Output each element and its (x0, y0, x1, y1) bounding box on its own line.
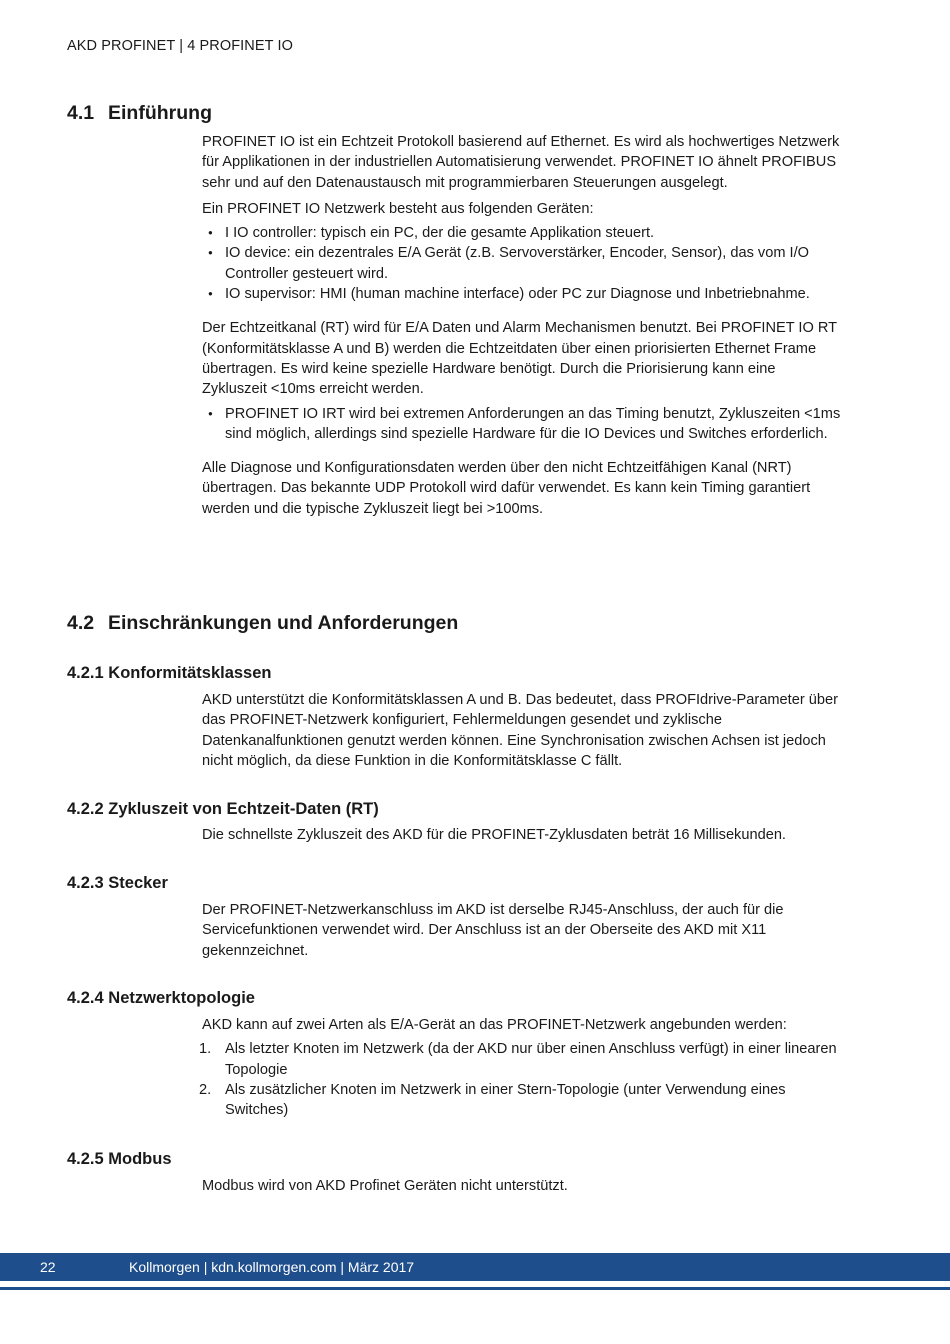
subsection-4-2-1-body (202, 690, 842, 771)
subsection-4-2-3-body (202, 900, 842, 961)
paragraph: Ein PROFINET IO Netzwerk besteht aus folgenden Geräten: (202, 200, 594, 217)
paragraph: PROFINET IO ist ein Echtzeit Protokoll basierend auf Ethernet. Es wird als hochwertiges Netzwerk für Applikationen in der industriellen Automatisierung verwendet. PROFINET IO ähnelt PROFIBUS sehr und auf den Datenaustausch mit programmierbaren Steuerungen ausgelegt. (202, 134, 840, 191)
subsection-4-2-5-body (202, 1176, 842, 1196)
paragraph: AKD kann auf zwei Arten als E/A-Gerät an das PROFINET-Netzwerk angebunden werden: (202, 1017, 787, 1033)
section-heading-4-1 (67, 102, 212, 125)
item-number: 1. (199, 1041, 212, 1058)
section-number: 4.1 (67, 102, 95, 124)
subsection-4-2-2-body (202, 825, 842, 845)
list-item: ● PROFINET IO IRT wird bei extremen Anforderungen an das Timing benutzt, Zykluszeiten <1ms sind möglich, allerdings sind spezielle Hardware für die IO Devices und Switches erforderlich. (202, 404, 842, 445)
list-item: ● I IO controller: typisch ein PC, der die gesamte Applikation steuert. (202, 223, 842, 243)
subsection-4-2-4-body (199, 1015, 842, 1120)
running-head: AKD PROFINET | 4 PROFINET IO (67, 38, 293, 54)
subsection-heading-4-2-5: 4.2.5 Modbus (67, 1150, 172, 1168)
item-text: Als letzter Knoten im Netzwerk (da der AKD nur über einen Anschluss verfügt) in einer linearen Topologie (225, 1041, 837, 1078)
item-number: 2. (199, 1081, 212, 1098)
footer-rule (0, 1287, 950, 1290)
section-4-1-body (202, 132, 842, 519)
irt-list (202, 404, 842, 445)
subsection-heading-4-2-4: 4.2.4 Netzwerktopologie (67, 989, 255, 1007)
paragraph: Alle Diagnose und Konfigurationsdaten werden über den nicht Echtzeitfähigen Kanal (NRT) übertragen. Das bekannte UDP Protokoll wird dafür verwendet. Es kann kein Timing garantiert werden und die typische Zykluszeit liegt bei >100ms. (202, 460, 811, 517)
subsection-heading-4-2-1: 4.2.1 Konformitätsklassen (67, 664, 272, 682)
device-list (202, 223, 842, 304)
paragraph: Modbus wird von AKD Profinet Geräten nicht unterstützt. (202, 1178, 568, 1194)
list-item: ● IO supervisor: HMI (human machine interface) oder PC zur Diagnose und Inbetriebnahme. (202, 284, 842, 304)
section-title: Einführung (108, 102, 212, 124)
item-text: Als zusätzlicher Knoten im Netzwerk in einer Stern-Topologie (unter Verwendung eines Switches) (225, 1081, 786, 1119)
list-item: ● IO device: ein dezentrales E/A Gerät (z.B. Servoverstärker, Encoder, Sensor), das vom I/O Controller gesteuert wird. (202, 243, 842, 284)
page-number: 22 (40, 1259, 56, 1275)
paragraph: Der Echtzeitkanal (RT) wird für E/A Daten und Alarm Mechanismen benutzt. Bei PROFINET IO RT (Konformitätsklasse A und B) werden die Echtzeitdaten über einen priorisierten Ethernet Frame übertragen. Es wird keine spezielle Hardware benötigt. Durch die Priorisierung kann eine Zykluszeit <10ms erreicht werden. (202, 320, 837, 398)
paragraph: AKD unterstützt die Konformitätsklassen A und B. Das bedeutet, dass PROFIdrive-Parameter über das PROFINET-Netzwerk konfiguriert, Fehlermeldungen gesendet und zyklische Datenkanalfunktionen genutzt werden können. Eine Synchronisation zwischen Achsen ist jedoch nicht möglich, da diese Funktion in die Konformitätsklasse C fällt. (202, 692, 838, 769)
subsection-heading-4-2-3: 4.2.3 Stecker (67, 874, 168, 892)
section-title: Einschränkungen und Anforderungen (108, 612, 459, 634)
section-number: 4.2 (67, 612, 95, 634)
paragraph: Der PROFINET-Netzwerkanschluss im AKD ist derselbe RJ45-Anschluss, der auch für die Servicefunktionen verwendet wird. Der Anschluss ist an der Oberseite des AKD mit X11 gekennzeichnet. (202, 902, 784, 959)
section-heading-4-2 (67, 612, 458, 635)
subsection-heading-4-2-2: 4.2.2 Zykluszeit von Echtzeit-Daten (RT) (67, 800, 379, 818)
paragraph: Die schnellste Zykluszeit des AKD für die PROFINET-Zyklusdaten beträt 16 Millisekunden. (202, 827, 786, 843)
footer-text: Kollmorgen | kdn.kollmorgen.com | März 2017 (129, 1259, 415, 1275)
list-item (199, 1080, 842, 1121)
topology-list (199, 1039, 842, 1120)
list-item (199, 1039, 842, 1080)
